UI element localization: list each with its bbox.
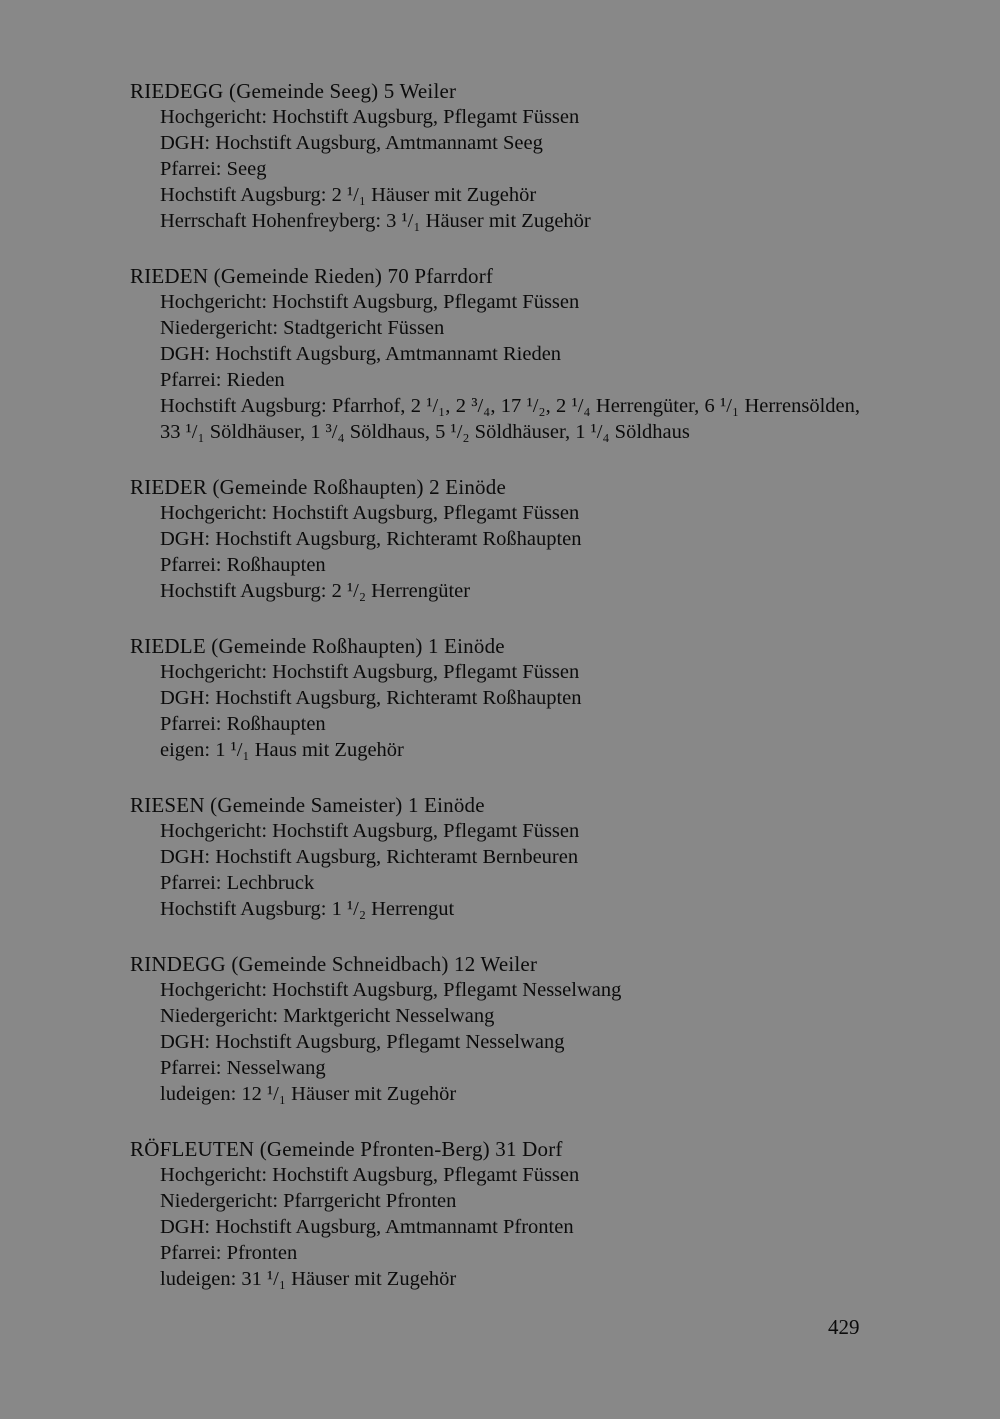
entry-line: eigen: 1 ¹/₁ Haus mit Zugehör: [160, 739, 404, 761]
entry-line: DGH: Hochstift Augsburg, Amtmannamt Seeg: [160, 132, 543, 154]
entry-riedegg: [130, 78, 890, 234]
entry-line: DGH: Hochstift Augsburg, Pflegamt Nesselwang: [160, 1031, 565, 1053]
entry-line: Pfarrei: Roßhaupten: [160, 713, 326, 735]
entry-line: Hochgericht: Hochstift Augsburg, Pflegamt Füssen: [160, 661, 580, 683]
entry-heading: RIEDEN (Gemeinde Rieden) 70 Pfarrdorf: [130, 264, 494, 288]
entry-roefleuten: [130, 1136, 890, 1292]
entry-line: Herrschaft Hohenfreyberg: 3 ¹/₁ Häuser mit Zugehör: [160, 210, 591, 232]
entry-line: Hochgericht: Hochstift Augsburg, Pflegamt Füssen: [160, 1164, 580, 1186]
entry-heading: RIEDEGG (Gemeinde Seeg) 5 Weiler: [130, 79, 457, 103]
entry-line: DGH: Hochstift Augsburg, Richteramt Roßhaupten: [160, 528, 582, 550]
entry-line: Hochgericht: Hochstift Augsburg, Pflegamt Füssen: [160, 291, 580, 313]
entry-heading: RIESEN (Gemeinde Sameister) 1 Einöde: [130, 793, 485, 817]
entry-line: Pfarrei: Rieden: [160, 369, 285, 391]
entry-line: Pfarrei: Seeg: [160, 158, 267, 180]
entry-line: Pfarrei: Roßhaupten: [160, 554, 326, 576]
entry-line: Pfarrei: Nesselwang: [160, 1057, 326, 1079]
entry-rieden: [130, 263, 890, 445]
entry-line: DGH: Hochstift Augsburg, Amtmannamt Pfronten: [160, 1216, 574, 1238]
entry-line: Pfarrei: Pfronten: [160, 1242, 298, 1264]
entry-riesen: [130, 792, 890, 922]
page-number: 429: [828, 1315, 860, 1339]
entry-line: Pfarrei: Lechbruck: [160, 872, 315, 894]
entry-line: DGH: Hochstift Augsburg, Amtmannamt Rieden: [160, 343, 562, 365]
entry-line: Hochgericht: Hochstift Augsburg, Pflegamt Füssen: [160, 502, 580, 524]
entry-line: Hochgericht: Hochstift Augsburg, Pflegamt Nesselwang: [160, 979, 622, 1001]
entry-line: Hochstift Augsburg: 1 ¹/₂ Herrengut: [160, 898, 455, 920]
entry-heading: RIEDLE (Gemeinde Roßhaupten) 1 Einöde: [130, 634, 505, 658]
entry-line: DGH: Hochstift Augsburg, Richteramt Bernbeuren: [160, 846, 579, 868]
entry-rindegg: [130, 951, 890, 1107]
entry-line: Niedergericht: Stadtgericht Füssen: [160, 317, 445, 339]
entry-line: ludeigen: 31 ¹/₁ Häuser mit Zugehör: [160, 1268, 457, 1290]
entry-heading: RIEDER (Gemeinde Roßhaupten) 2 Einöde: [130, 475, 506, 499]
entry-line: Niedergericht: Marktgericht Nesselwang: [160, 1005, 495, 1027]
entry-line: Hochstift Augsburg: 2 ¹/₂ Herrengüter: [160, 580, 471, 602]
entry-line: ludeigen: 12 ¹/₁ Häuser mit Zugehör: [160, 1083, 457, 1105]
entry-long-line: Hochstift Augsburg: Pfarrhof, 2 ¹/₁, 2 ³/₄, 17 ¹/₂, 2 ¹/₄ Herrengüter, 6 ¹/₁ Herrensölden, 33 ¹/₁ Söldhäuser, 1 ³/₄ Söldhaus, 5 ¹/₂ Söldhäuser, 1 ¹/₄ Söldhaus: [160, 395, 860, 443]
entry-line: DGH: Hochstift Augsburg, Richteramt Roßhaupten: [160, 687, 582, 709]
entry-heading: RÖFLEUTEN (Gemeinde Pfronten-Berg) 31 Dorf: [130, 1137, 563, 1161]
entry-line: Hochstift Augsburg: 2 ¹/₁ Häuser mit Zugehör: [160, 184, 537, 206]
page-body: [130, 78, 890, 1321]
entry-heading: RINDEGG (Gemeinde Schneidbach) 12 Weiler: [130, 952, 538, 976]
entry-line: Niedergericht: Pfarrgericht Pfronten: [160, 1190, 457, 1212]
entry-line: Hochgericht: Hochstift Augsburg, Pflegamt Füssen: [160, 106, 580, 128]
entry-rieder: [130, 474, 890, 604]
entry-riedle: [130, 633, 890, 763]
entry-line: Hochgericht: Hochstift Augsburg, Pflegamt Füssen: [160, 820, 580, 842]
